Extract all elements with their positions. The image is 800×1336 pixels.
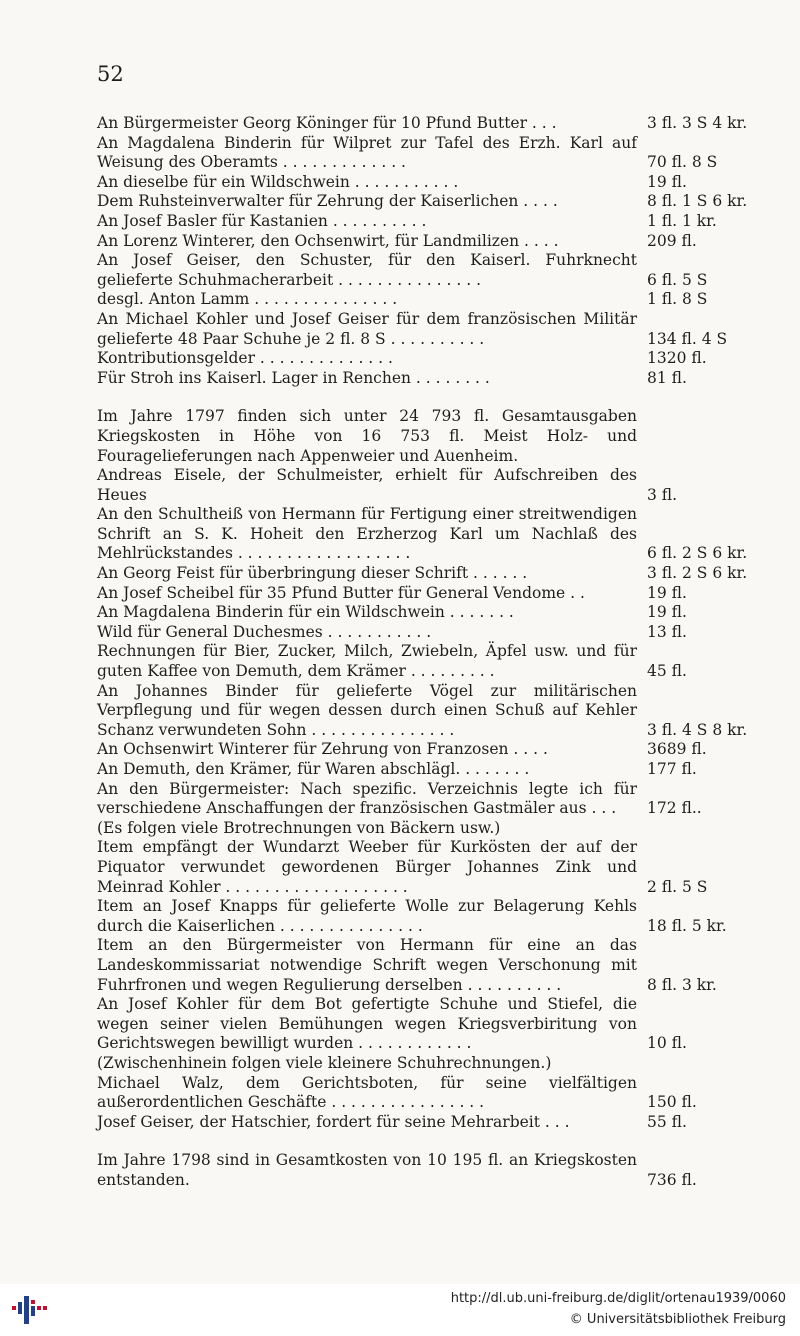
expense-entry: [97, 642, 777, 681]
entry-text: An Josef Geiser, den Schuster, für den Kaiserl. Fuhrknecht gelieferte Schuhmacherarbeit . . . . . . . . . . . . . . .: [97, 251, 637, 289]
entry-amount: 19 fl.: [647, 172, 687, 191]
expense-entry: [97, 290, 777, 310]
entry-amount: 736 fl.: [647, 1170, 697, 1189]
entry-text: Item an Josef Knapps für gelieferte Wolle zur Belagerung Kehls durch die Kaiserlichen . . . . . . . . . . . . . . .: [97, 897, 637, 935]
entry-text: Item empfängt der Wundarzt Weeber für Kurkösten der auf der Piquator verwundet gewordenen Bürger Johannes Zink und Meinrad Kohler . . . . . . . . . . . . . . . . . . .: [97, 838, 637, 896]
entry-amount: 3 fl. 2 S 6 kr.: [647, 564, 748, 583]
entry-text: An dieselbe für ein Wildschwein . . . . . . . . . . .: [97, 172, 459, 191]
entry-text: An den Schultheiß von Hermann für Fertigung einer streitwendigen Schrift an S. K. Hoheit den Erzherzog Karl um Nachlaß des Mehlrückstandes . . . . . . . . . . . . . . . . . .: [97, 505, 637, 563]
expense-entry: [97, 1074, 777, 1113]
entry-amount: 45 fl.: [647, 662, 687, 681]
expense-entry: [97, 1113, 777, 1133]
entry-amount: 172 fl..: [647, 799, 702, 818]
entry-amount: 3 fl.: [647, 485, 678, 504]
expense-entry: [97, 1054, 777, 1074]
entry-amount: 10 fl.: [647, 1034, 687, 1053]
entry-text: An Josef Scheibel für 35 Pfund Butter für General Vendome . .: [97, 583, 585, 602]
entry-amount: 8 fl. 1 S 6 kr.: [647, 192, 748, 211]
entry-amount: 3 fl. 4 S 8 kr.: [647, 720, 748, 739]
expense-entry: [97, 114, 777, 134]
expense-entry: [97, 603, 777, 623]
expense-entry: [97, 369, 777, 389]
entry-amount: 3689 fl.: [647, 740, 707, 759]
entry-text: Für Stroh ins Kaiserl. Lager in Renchen . . . . . . . .: [97, 368, 490, 387]
entry-text: Im Jahre 1798 sind in Gesamtkosten von 10 195 fl. an Kriegskosten entstanden.: [97, 1151, 637, 1189]
entry-text: An Demuth, den Krämer, für Waren abschlägl. . . . . . . .: [97, 760, 530, 778]
entry-text: (Es folgen viele Brotrechnungen von Bäckern usw.): [97, 818, 501, 837]
entry-1798: [97, 1151, 777, 1190]
expense-entry: [97, 897, 777, 936]
expense-list-1797: [97, 466, 777, 1132]
entry-text: Wild für General Duchesmes . . . . . . . . . . .: [97, 622, 432, 641]
entry-amount: 70 fl. 8 S: [647, 153, 718, 172]
ub-freiburg-logo-icon: [12, 1292, 52, 1328]
entry-text: Rechnungen für Bier, Zucker, Milch, Zwiebeln, Äpfel usw. und für guten Kaffee von Demuth, dem Krämer . . . . . . . . .: [97, 642, 637, 681]
expense-entry: [97, 505, 777, 564]
entry-text: An Bürgermeister Georg Köninger für 10 Pfund Butter . . .: [97, 114, 557, 132]
expense-entry: [97, 212, 777, 232]
expense-entry: [97, 134, 777, 173]
paragraph-1797: Im Jahre 1797 finden sich unter 24 793 fl. Gesamtausgaben Kriegskosten in Höhe von 16 753 fl. Meist Holz- und Fouragelieferungen nach Appenweier und Auenheim.: [97, 407, 637, 465]
expense-entry: [97, 251, 777, 290]
entry-amount: 18 fl. 5 kr.: [647, 916, 727, 935]
expense-entry: [97, 936, 777, 995]
entry-amount: 177 fl.: [647, 760, 697, 778]
entry-amount: 55 fl.: [647, 1112, 687, 1131]
expense-entry: [97, 349, 777, 369]
expense-list-1796: [97, 114, 777, 388]
expense-entry: [97, 173, 777, 193]
entry-text: An Josef Basler für Kastanien . . . . . . . . . .: [97, 211, 427, 230]
entry-amount: 3 fl. 3 S 4 kr.: [647, 114, 748, 132]
entry-text: An Lorenz Winterer, den Ochsenwirt, für Landmilizen . . . .: [97, 231, 559, 250]
expense-entry: [97, 466, 777, 505]
expense-entry: [97, 760, 777, 780]
entry-text: An Ochsenwirt Winterer für Zehrung von Franzosen . . . .: [97, 740, 548, 759]
entry-amount: 19 fl.: [647, 583, 687, 602]
expense-entry: [97, 623, 777, 643]
entry-amount: 19 fl.: [647, 603, 687, 622]
expense-entry: [97, 780, 777, 819]
entry-amount: 209 fl.: [647, 231, 697, 250]
entry-amount: 2 fl. 5 S: [647, 877, 708, 896]
entry-text: An Georg Feist für überbringung dieser Schrift . . . . . .: [97, 564, 528, 583]
footer-bar: [0, 1284, 800, 1336]
entry-amount: 81 fl.: [647, 368, 687, 387]
entry-text: (Zwischenhinein folgen viele kleinere Schuhrechnungen.): [97, 1053, 552, 1072]
entry-amount: 13 fl.: [647, 622, 687, 641]
entry-text: An Magdalena Binderin für Wilpret zur Tafel des Erzh. Karl auf Weisung des Oberamts . . . . . . . . . . . . .: [97, 133, 637, 172]
entry-text: An den Bürgermeister: Nach spezific. Verzeichnis legte ich für verschiedene Anschaffungen der französischen Gastmäler aus . . .: [97, 779, 637, 818]
source-url-link[interactable]: http://dl.ub.uni-freiburg.de/diglit/ortenau1939/0060: [450, 1291, 786, 1306]
page-number: 52: [97, 62, 124, 86]
expense-entry: [97, 310, 777, 349]
entry-text: An Johannes Binder für gelieferte Vögel zur militärischen Verpflegung und für wegen dessen durch einen Schuß auf Kehler Schanz verwundeten Sohn . . . . . . . . . . . . . . .: [97, 681, 637, 739]
expense-entry: [97, 819, 777, 839]
copyright-notice: © Universitätsbibliothek Freiburg: [569, 1312, 786, 1327]
entry-amount: 6 fl. 5 S: [647, 270, 708, 289]
entry-amount: 8 fl. 3 kr.: [647, 975, 717, 994]
entry-text: Josef Geiser, der Hatschier, fordert für seine Mehrarbeit . . .: [97, 1112, 570, 1131]
entry-text: Michael Walz, dem Gerichtsboten, für seine vielfältigen außerordentlichen Geschäfte . . . . . . . . . . . . . . . .: [97, 1073, 637, 1112]
entry-amount: 134 fl. 4 S: [647, 329, 728, 348]
entry-text: Kontributionsgelder . . . . . . . . . . . . . .: [97, 349, 393, 368]
entry-text: Dem Ruhsteinverwalter für Zehrung der Kaiserlichen . . . .: [97, 192, 558, 211]
entry-text: Andreas Eisele, der Schulmeister, erhielt für Aufschreiben des Heues: [97, 466, 637, 504]
expense-entry: [97, 995, 777, 1054]
expense-entry: [97, 232, 777, 252]
expense-entry: [97, 838, 777, 897]
expense-entry: [97, 584, 777, 604]
expense-entry: [97, 682, 777, 741]
entry-text: Item an den Bürgermeister von Hermann für eine an das Landeskommissariat notwendige Schrift wegen Verschonung mit Fuhrfronen und wegen Regulierung derselben . . . . . . . . . .: [97, 936, 637, 994]
entry-text: An Magdalena Binderin für ein Wildschwein . . . . . . .: [97, 603, 514, 622]
entry-amount: 1320 fl.: [647, 349, 707, 368]
expense-entry: [97, 740, 777, 760]
entry-amount: 150 fl.: [647, 1093, 697, 1112]
entry-text: desgl. Anton Lamm . . . . . . . . . . . . . . .: [97, 290, 398, 309]
entry-amount: 6 fl. 2 S 6 kr.: [647, 544, 748, 563]
expense-entry: [97, 564, 777, 584]
entry-text: An Michael Kohler und Josef Geiser für dem französischen Militär gelieferte 48 Paar Schuhe je 2 fl. 8 S . . . . . . . . . .: [97, 309, 637, 348]
entry-amount: 1 fl. 1 kr.: [647, 211, 717, 230]
page-content: [97, 114, 777, 1190]
expense-entry: [97, 192, 777, 212]
entry-amount: 1 fl. 8 S: [647, 290, 708, 309]
entry-text: An Josef Kohler für dem Bot gefertigte Schuhe und Stiefel, die wegen seiner vielen Bemühungen wegen Kriegsverbiritung von Gerichtswegen bewilligt wurden . . . . . . . . . . . .: [97, 995, 637, 1053]
